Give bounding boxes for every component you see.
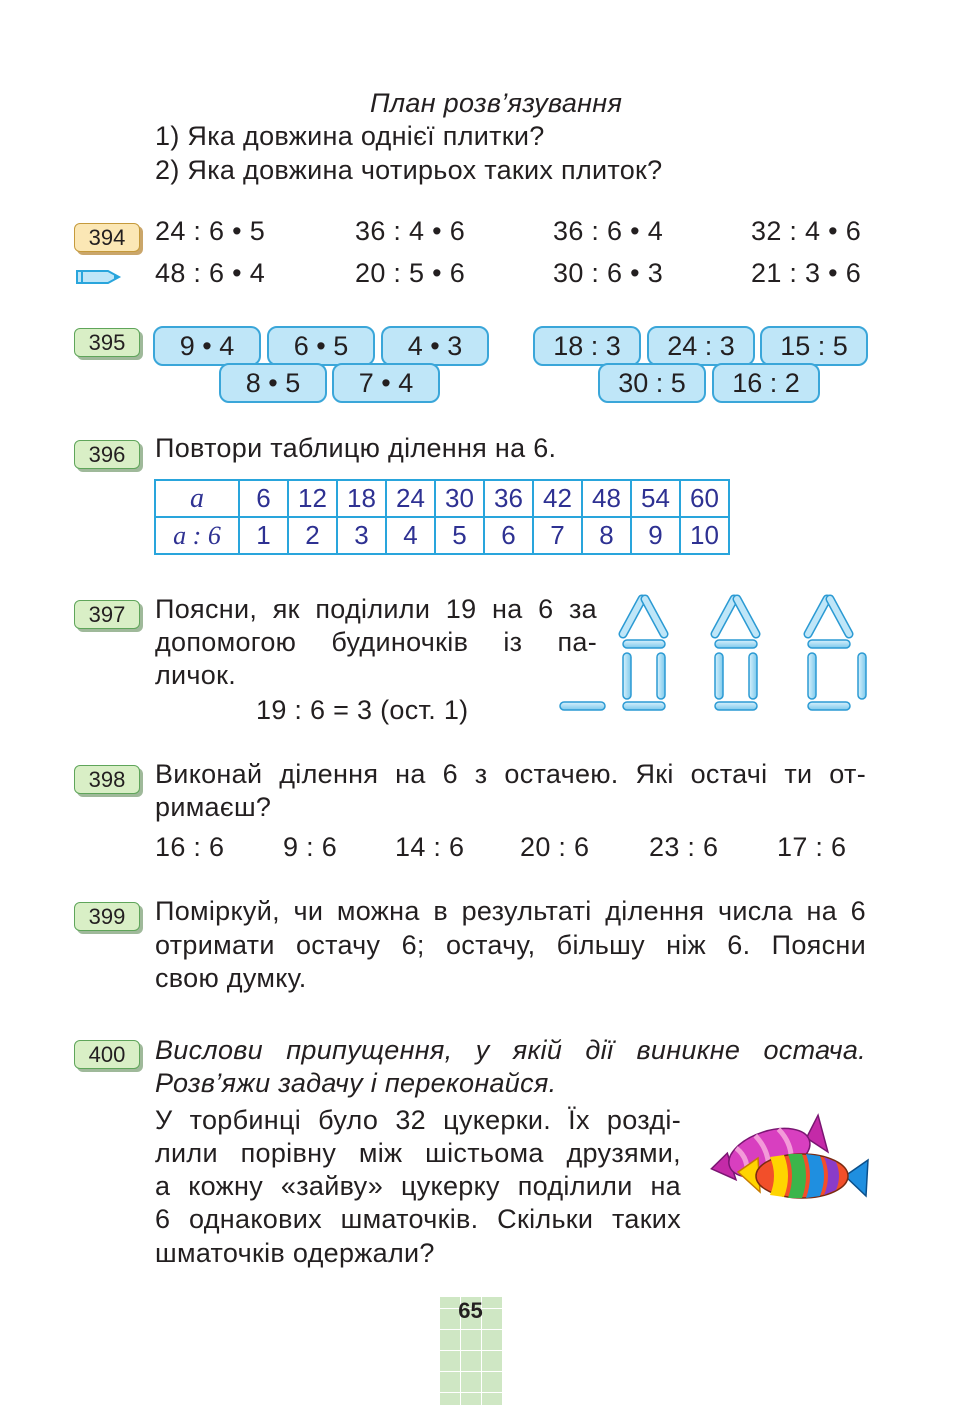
table-cell: 10	[680, 517, 729, 554]
table-cell: 8	[582, 517, 631, 554]
expr-394-7: 30 : 6 • 3	[553, 258, 664, 288]
candies-illustration	[700, 1110, 870, 1205]
exercise-399-line-3: свою думку.	[155, 963, 307, 993]
matchstick-houses-illustration	[555, 592, 875, 714]
expr-394-5: 48 : 6 • 4	[155, 258, 266, 288]
table-cell: 48	[582, 480, 631, 517]
exercise-397-equation: 19 : 6 = 3 (ост. 1)	[256, 695, 469, 725]
mult-card: 8 • 5	[219, 363, 327, 403]
exercise-399-badge: 399	[74, 902, 140, 931]
table-cell: 18	[337, 480, 386, 517]
mult-card: 9 • 4	[153, 326, 261, 366]
exercise-397-line-1: Поясни, як поділили 19 на 6 за	[155, 594, 597, 624]
exercise-400-problem-line-4: 6 однакових шматочків. Скільки таких	[155, 1204, 681, 1234]
exercise-400-problem-line-1: У торбинці було 32 цукерки. Їх розді-	[155, 1105, 681, 1135]
exercise-400-problem-line-5: шматочків одержали?	[155, 1238, 435, 1268]
expr-394-6: 20 : 5 • 6	[355, 258, 466, 288]
table-cell: 1	[239, 517, 288, 554]
exercise-400-line-2: Розв’яжи задачу і переконайся.	[155, 1068, 557, 1098]
expr-394-8: 21 : 3 • 6	[751, 258, 862, 288]
expr-398-6: 17 : 6	[777, 832, 847, 862]
exercise-395-badge: 395	[74, 328, 140, 357]
pencil-icon	[74, 266, 122, 288]
exercise-398-badge: 398	[74, 765, 140, 794]
exercise-400-problem-line-3: а кожну «зайву» цукерку поділили на	[155, 1171, 681, 1201]
expr-398-1: 16 : 6	[155, 832, 225, 862]
table-header-a: a	[155, 480, 239, 517]
div-card: 16 : 2	[712, 363, 820, 403]
div-card: 18 : 3	[533, 326, 641, 366]
plan-step-1: 1) Яка довжина однієї плитки?	[155, 121, 545, 151]
table-cell: 30	[435, 480, 484, 517]
exercise-400-problem-line-2: лили порівну між шістьома друзями,	[155, 1138, 681, 1168]
expr-394-1: 24 : 6 • 5	[155, 216, 266, 246]
exercise-400-line-1: Вислови припущення, у якій дії виникне остача.	[155, 1035, 866, 1065]
table-row	[155, 517, 729, 554]
exercise-398-line-1: Виконай ділення на 6 з остачею. Які остачі ти от-	[155, 759, 866, 789]
exercise-394-badge: 394	[74, 223, 140, 252]
mult-card: 7 • 4	[332, 363, 440, 403]
plan-title: План розв’язування	[370, 88, 623, 118]
table-row	[155, 480, 729, 517]
table-cell: 12	[288, 480, 337, 517]
page-number: 65	[458, 1298, 483, 1323]
table-cell: 5	[435, 517, 484, 554]
mult-card: 4 • 3	[381, 326, 489, 366]
exercise-399-line-1: Поміркуй, чи можна в результаті ділення числа на 6	[155, 896, 866, 926]
expr-398-5: 23 : 6	[649, 832, 719, 862]
table-cell: 6	[239, 480, 288, 517]
div-card: 15 : 5	[760, 326, 868, 366]
exercise-396-text: Повтори таблицю ділення на 6.	[155, 433, 557, 463]
table-cell: 2	[288, 517, 337, 554]
expr-394-3: 36 : 6 • 4	[553, 216, 664, 246]
exercise-396-badge: 396	[74, 440, 140, 469]
expr-398-3: 14 : 6	[395, 832, 465, 862]
div-card: 24 : 3	[647, 326, 755, 366]
division-table	[154, 479, 730, 555]
table-cell: 42	[533, 480, 582, 517]
table-cell: 6	[484, 517, 533, 554]
table-cell: 54	[631, 480, 680, 517]
table-cell: 3	[337, 517, 386, 554]
table-cell: 4	[386, 517, 435, 554]
expr-398-2: 9 : 6	[283, 832, 338, 862]
expr-394-4: 32 : 4 • 6	[751, 216, 862, 246]
expr-398-4: 20 : 6	[520, 832, 590, 862]
table-header-a-div-6: a : 6	[155, 517, 239, 554]
expr-394-2: 36 : 4 • 6	[355, 216, 466, 246]
table-cell: 36	[484, 480, 533, 517]
exercise-400-badge: 400	[74, 1040, 140, 1069]
table-cell: 9	[631, 517, 680, 554]
exercise-397-line-2: допомогою будиночків із па-	[155, 627, 597, 657]
div-card: 30 : 5	[598, 363, 706, 403]
table-cell: 7	[533, 517, 582, 554]
mult-card: 6 • 5	[267, 326, 375, 366]
plan-step-2: 2) Яка довжина чотирьох таких плиток?	[155, 155, 663, 185]
exercise-398-line-2: римаєш?	[155, 792, 272, 822]
table-cell: 60	[680, 480, 729, 517]
table-cell: 24	[386, 480, 435, 517]
exercise-399-line-2: отримати остачу 6; остачу, більшу ніж 6. Поясни	[155, 930, 866, 960]
exercise-397-line-3: личок.	[155, 660, 237, 690]
exercise-397-badge: 397	[74, 600, 140, 629]
